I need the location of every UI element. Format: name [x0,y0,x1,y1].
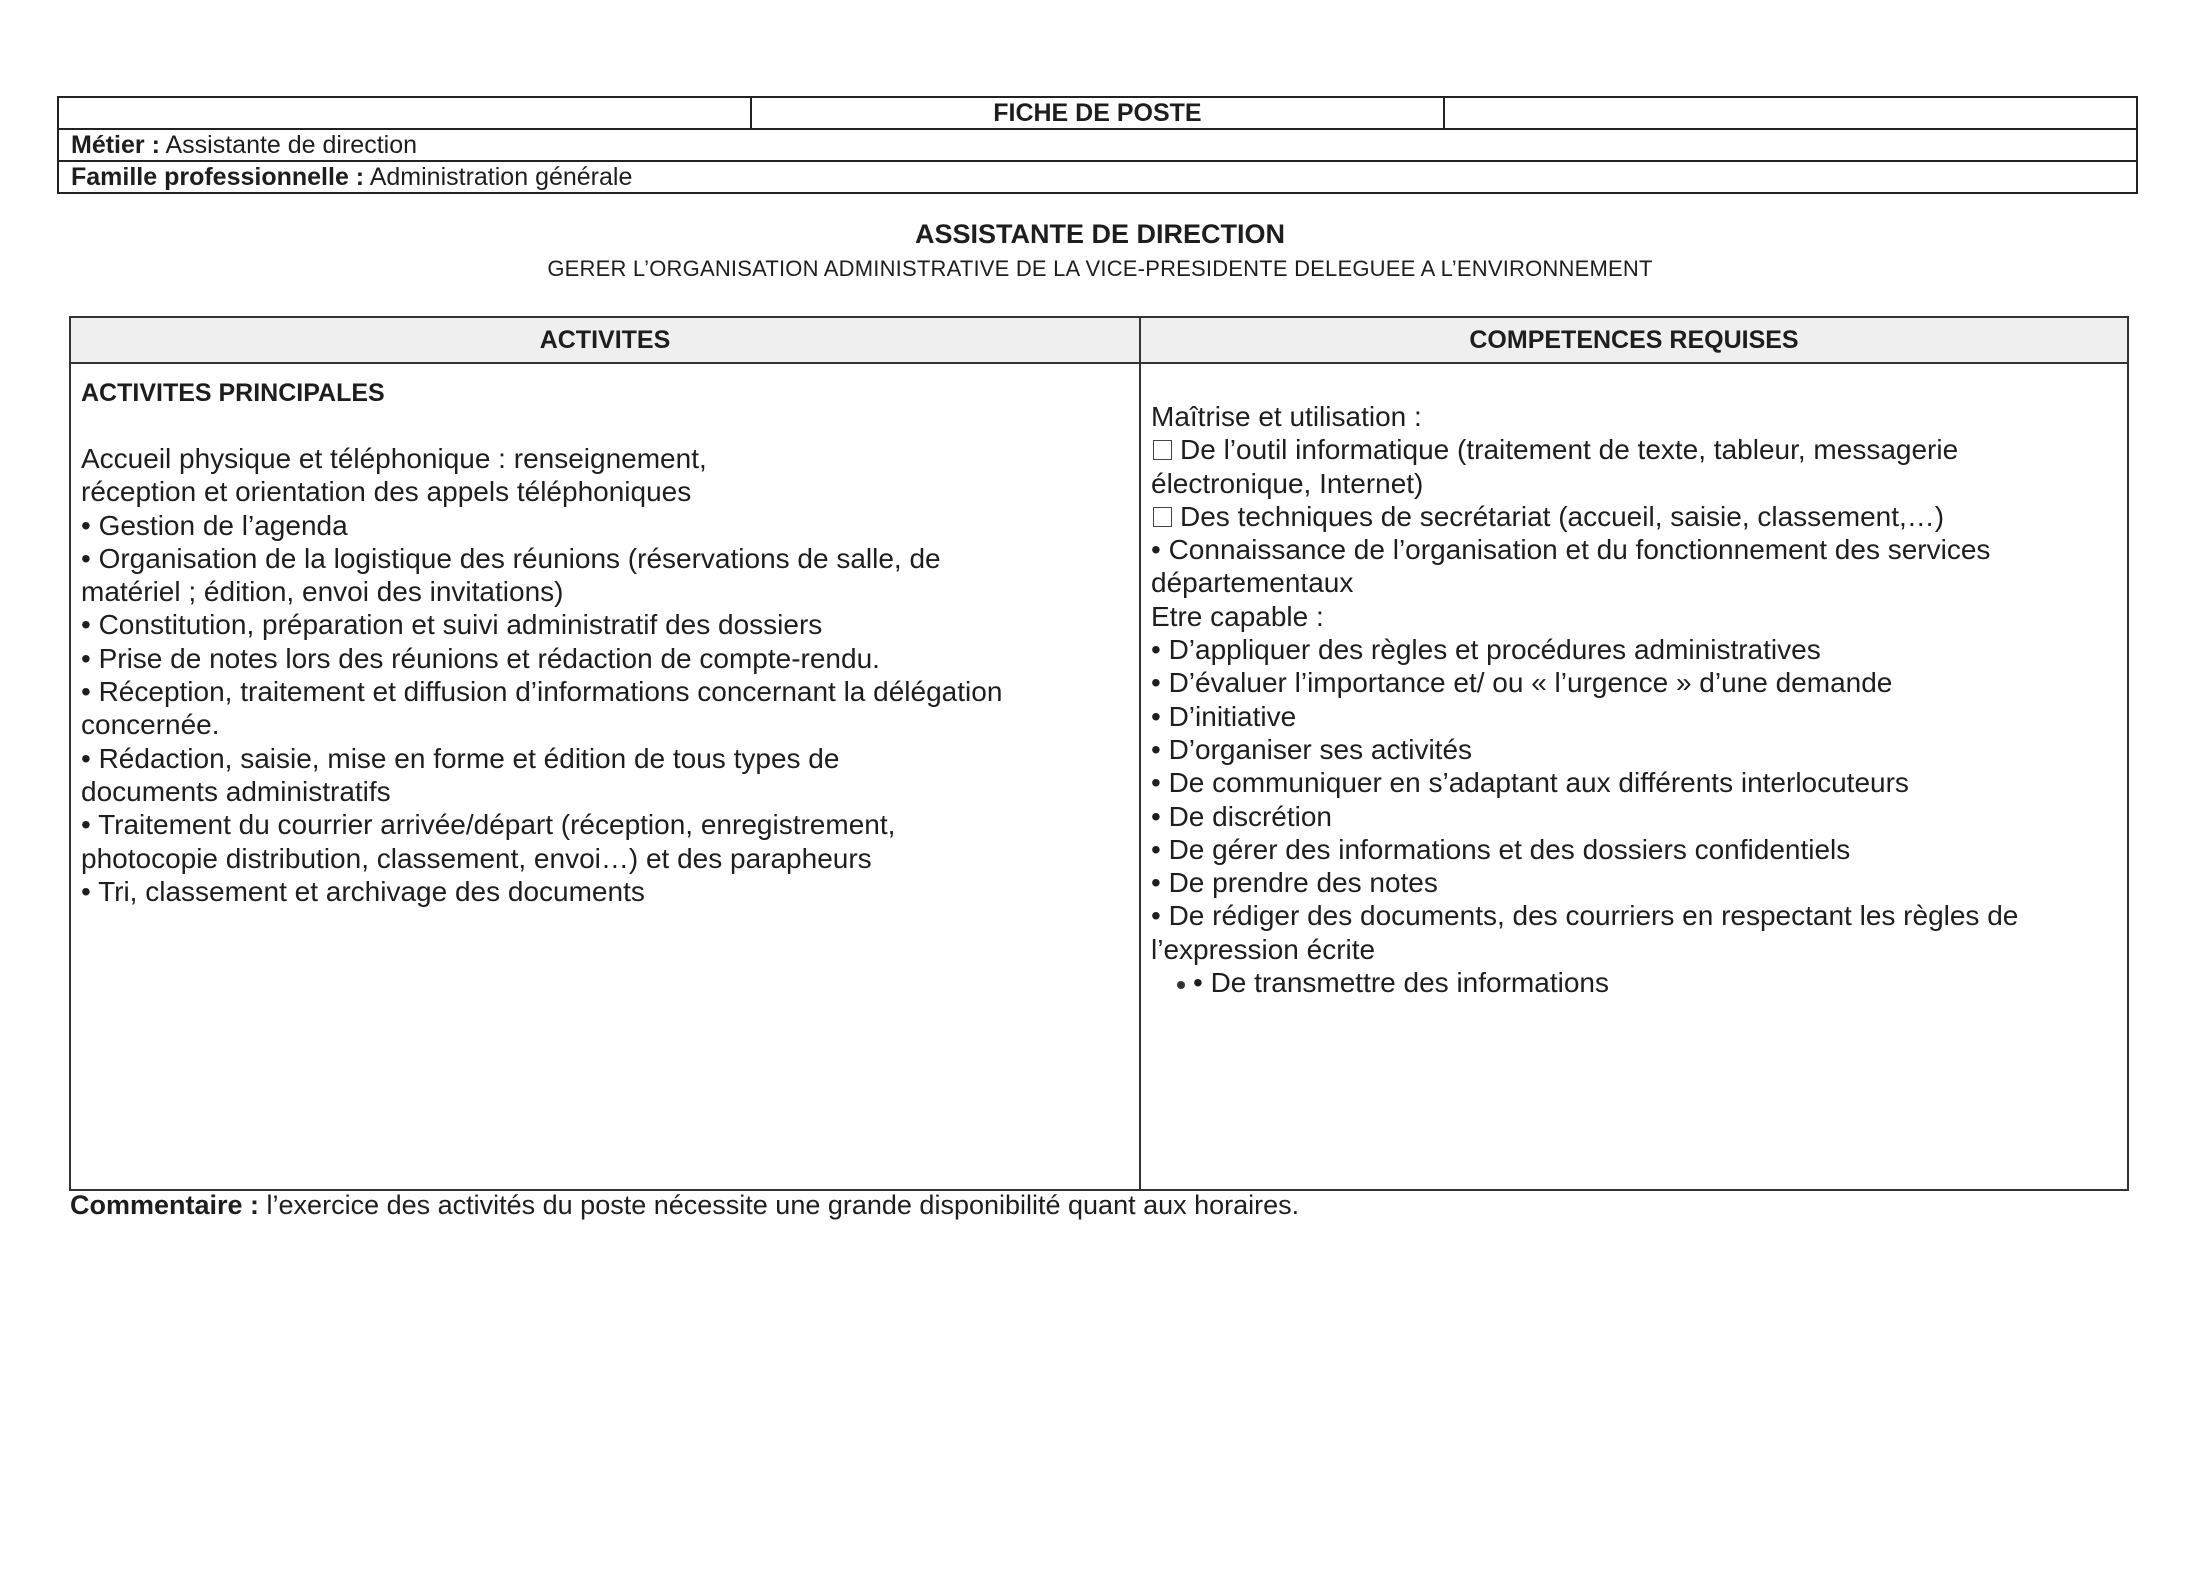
activity-line: • Réception, traitement et diffusion d’informations concernant la délégation [81,676,1003,708]
competence-line-nested [1151,966,2117,999]
competence-line: • D’initiative [1151,700,1297,732]
competence-line: électronique, Internet) [1151,467,1424,499]
header-table [57,96,2138,194]
famille-row [58,161,2137,193]
competences-header: COMPETENCES REQUISES [1140,317,2128,363]
checkbox-bullet-icon [1153,440,1172,460]
activity-line: • Organisation de la logistique des réunions (réservations de salle, de [81,542,941,574]
fiche-table [69,316,2129,1191]
competence-line: • D’organiser ses activités [1151,733,1473,765]
activity-line: • Rédaction, saisie, mise en forme et édition de tous types de [81,742,840,774]
document-title: FICHE DE POSTE [751,97,1443,129]
comment [70,1190,1299,1221]
fiche-header-row [70,317,2128,363]
bullet-dot-icon [1177,981,1185,989]
metier-label: Métier : [71,131,160,159]
activites-header: ACTIVITES [70,317,1140,363]
activity-line: • Tri, classement et archivage des documents [81,875,645,907]
activites-cell [70,363,1140,1190]
competence-line: • Connaissance de l’organisation et du fonctionnement des services [1151,534,1991,566]
main-title: ASSISTANTE DE DIRECTION [914,219,1286,249]
metier-value: Assistante de direction [165,131,418,159]
activity-line: • Gestion de l’agenda [81,509,348,541]
competence-line [1151,433,2117,466]
competence-line: Etre capable : [1151,600,1324,632]
sub-title: GERER L’ORGANISATION ADMINISTRATIVE DE LA VICE-PRESIDENTE DELEGUEE A L’ENVIRONNEMENT [547,256,1653,281]
competence-line: départementaux [1151,567,1354,599]
competence-line: • De communiquer en s’adaptant aux différents interlocuteurs [1151,767,1909,799]
header-title-row [58,97,2137,129]
competence-intro: Maîtrise et utilisation : [1151,401,1422,432]
famille-cell [58,161,2137,193]
competence-text: De l’outil informatique (traitement de texte, tableur, messagerie [1180,434,1959,466]
competences-cell [1140,363,2128,1190]
activity-line: documents administratifs [81,775,391,807]
activity-line: matériel ; édition, envoi des invitations) [81,576,564,608]
metier-row [58,129,2137,161]
competence-line: • D’appliquer des règles et procédures administratives [1151,634,1821,666]
competence-text: • De transmettre des informations [1193,967,1609,999]
activity-line: réception et orientation des appels téléphoniques [81,476,692,508]
competence-line: • De prendre des notes [1151,867,1438,899]
comment-label: Commentaire : [70,1190,260,1220]
checkbox-bullet-icon [1153,507,1172,527]
famille-label: Famille professionnelle : [71,163,365,191]
comment-text: l’exercice des activités du poste nécessite une grande disponibilité quant aux horaires. [259,1190,1300,1220]
activity-line: photocopie distribution, classement, envoi…) et des parapheurs [81,842,872,874]
activity-line: • Traitement du courrier arrivée/départ (réception, enregistrement, [81,809,896,841]
activity-line: • Constitution, préparation et suivi administratif des dossiers [81,609,823,641]
competence-line: • De gérer des informations et des dossiers confidentiels [1151,833,1851,865]
activity-line: concernée. [81,709,220,741]
header-cell-empty-right [1444,97,2137,129]
header-cell-empty-left [58,97,751,129]
activity-line: Accueil physique et téléphonique : renseignement, [81,443,707,474]
competence-line: • De discrétion [1151,800,1332,832]
competence-line: • D’évaluer l’importance et/ ou « l’urgence » d’une demande [1151,667,1893,699]
metier-cell [58,129,2137,161]
competence-line [1151,500,2117,533]
activites-principales-heading: ACTIVITES PRINCIPALES [81,379,385,407]
activity-line: • Prise de notes lors des réunions et rédaction de compte-rendu. [81,642,880,674]
competence-line: l’expression écrite [1151,933,1376,965]
competence-line: • De rédiger des documents, des courriers en respectant les règles de [1151,900,2019,932]
famille-value: Administration générale [369,163,633,191]
fiche-content-row [70,363,2128,1190]
competence-text: Des techniques de secrétariat (accueil, saisie, classement,…) [1180,500,1945,532]
